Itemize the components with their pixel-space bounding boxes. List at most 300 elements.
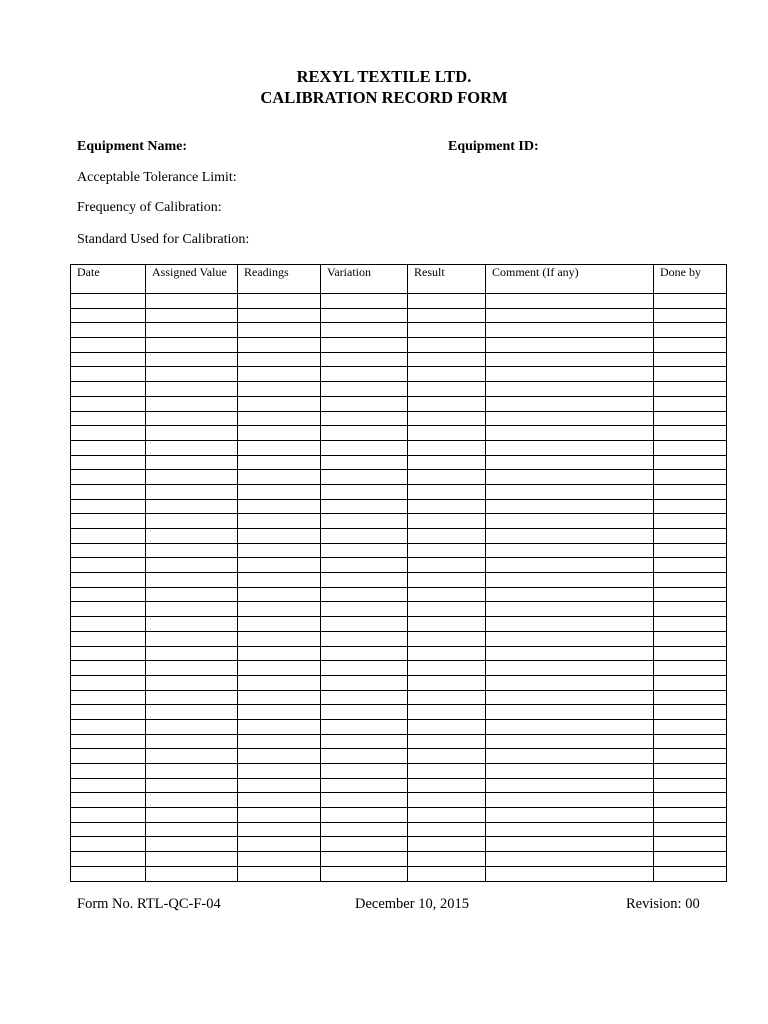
table-cell[interactable] (654, 294, 727, 309)
table-cell[interactable] (238, 558, 321, 573)
table-cell[interactable] (486, 470, 654, 485)
table-cell[interactable] (71, 646, 146, 661)
table-cell[interactable] (654, 734, 727, 749)
table-cell[interactable] (321, 734, 408, 749)
table-cell[interactable] (238, 352, 321, 367)
table-cell[interactable] (238, 587, 321, 602)
table-cell[interactable] (71, 529, 146, 544)
table-cell[interactable] (321, 793, 408, 808)
table-cell[interactable] (71, 837, 146, 852)
table-cell[interactable] (71, 352, 146, 367)
table-cell[interactable] (71, 440, 146, 455)
table-cell[interactable] (408, 631, 486, 646)
table-cell[interactable] (238, 646, 321, 661)
table-cell[interactable] (321, 323, 408, 338)
table-cell[interactable] (321, 587, 408, 602)
table-cell[interactable] (71, 719, 146, 734)
table-cell[interactable] (408, 529, 486, 544)
table-cell[interactable] (71, 690, 146, 705)
table-cell[interactable] (654, 308, 727, 323)
table-cell[interactable] (321, 529, 408, 544)
table-cell[interactable] (408, 866, 486, 881)
table-cell[interactable] (146, 587, 238, 602)
table-cell[interactable] (321, 764, 408, 779)
table-cell[interactable] (408, 602, 486, 617)
table-cell[interactable] (408, 558, 486, 573)
table-cell[interactable] (71, 764, 146, 779)
table-cell[interactable] (486, 631, 654, 646)
table-cell[interactable] (654, 822, 727, 837)
table-cell[interactable] (238, 778, 321, 793)
table-cell[interactable] (486, 543, 654, 558)
table-cell[interactable] (654, 514, 727, 529)
table-cell[interactable] (238, 764, 321, 779)
table-cell[interactable] (408, 690, 486, 705)
table-cell[interactable] (146, 514, 238, 529)
table-cell[interactable] (408, 646, 486, 661)
table-cell[interactable] (654, 382, 727, 397)
table-cell[interactable] (238, 866, 321, 881)
table-cell[interactable] (654, 455, 727, 470)
table-cell[interactable] (408, 382, 486, 397)
table-cell[interactable] (321, 352, 408, 367)
table-cell[interactable] (238, 808, 321, 823)
table-cell[interactable] (654, 396, 727, 411)
table-cell[interactable] (146, 793, 238, 808)
table-cell[interactable] (321, 455, 408, 470)
table-cell[interactable] (408, 543, 486, 558)
table-cell[interactable] (486, 793, 654, 808)
table-cell[interactable] (146, 661, 238, 676)
table-cell[interactable] (321, 778, 408, 793)
table-cell[interactable] (321, 440, 408, 455)
table-cell[interactable] (408, 675, 486, 690)
table-cell[interactable] (408, 470, 486, 485)
table-cell[interactable] (238, 382, 321, 397)
table-cell[interactable] (238, 690, 321, 705)
company-name: REXYL TEXTILE LTD. (296, 67, 472, 86)
table-cell[interactable] (146, 323, 238, 338)
table-cell[interactable] (321, 690, 408, 705)
table-cell[interactable] (654, 352, 727, 367)
table-cell[interactable] (238, 602, 321, 617)
table-cell[interactable] (71, 455, 146, 470)
table-cell[interactable] (321, 749, 408, 764)
table-cell[interactable] (654, 470, 727, 485)
table-cell[interactable] (146, 617, 238, 632)
table-cell[interactable] (146, 646, 238, 661)
table-cell[interactable] (238, 719, 321, 734)
table-cell[interactable] (238, 323, 321, 338)
table-cell[interactable] (71, 573, 146, 588)
table-row (71, 440, 727, 455)
table-cell[interactable] (238, 514, 321, 529)
table-cell[interactable] (146, 602, 238, 617)
table-cell[interactable] (486, 411, 654, 426)
table-cell[interactable] (71, 543, 146, 558)
table-cell[interactable] (146, 822, 238, 837)
table-cell[interactable] (71, 411, 146, 426)
table-cell[interactable] (238, 675, 321, 690)
table-cell[interactable] (408, 426, 486, 441)
table-cell[interactable] (71, 499, 146, 514)
table-cell[interactable] (321, 837, 408, 852)
table-cell[interactable] (654, 587, 727, 602)
table-cell[interactable] (146, 837, 238, 852)
table-cell[interactable] (321, 646, 408, 661)
table-cell[interactable] (486, 426, 654, 441)
table-cell[interactable] (486, 837, 654, 852)
table-row (71, 719, 727, 734)
table-cell[interactable] (654, 543, 727, 558)
table-cell[interactable] (71, 558, 146, 573)
table-cell[interactable] (654, 499, 727, 514)
table-cell[interactable] (486, 719, 654, 734)
table-cell[interactable] (654, 367, 727, 382)
table-cell[interactable] (238, 499, 321, 514)
table-cell[interactable] (238, 396, 321, 411)
table-cell[interactable] (486, 573, 654, 588)
table-cell[interactable] (321, 396, 408, 411)
table-cell[interactable] (486, 675, 654, 690)
table-cell[interactable] (408, 793, 486, 808)
table-cell[interactable] (71, 382, 146, 397)
table-cell[interactable] (408, 617, 486, 632)
table-cell[interactable] (408, 514, 486, 529)
table-cell[interactable] (654, 749, 727, 764)
table-cell[interactable] (321, 675, 408, 690)
table-cell[interactable] (146, 499, 238, 514)
table-cell[interactable] (238, 749, 321, 764)
table-row (71, 587, 727, 602)
table-cell[interactable] (486, 514, 654, 529)
table-cell[interactable] (486, 749, 654, 764)
table-cell[interactable] (146, 529, 238, 544)
table-cell[interactable] (71, 705, 146, 720)
table-cell[interactable] (146, 294, 238, 309)
table-cell[interactable] (238, 338, 321, 353)
table-row (71, 837, 727, 852)
table-cell[interactable] (146, 690, 238, 705)
table-cell[interactable] (146, 631, 238, 646)
table-cell[interactable] (486, 734, 654, 749)
table-cell[interactable] (486, 764, 654, 779)
table-cell[interactable] (654, 323, 727, 338)
table-cell[interactable] (486, 308, 654, 323)
table-cell[interactable] (408, 837, 486, 852)
table-cell[interactable] (238, 734, 321, 749)
column-header-assigned-value: Assigned Value (146, 265, 238, 294)
table-row (71, 822, 727, 837)
table-cell[interactable] (146, 764, 238, 779)
table-cell[interactable] (408, 587, 486, 602)
table-cell[interactable] (654, 705, 727, 720)
table-cell[interactable] (321, 470, 408, 485)
table-cell[interactable] (71, 793, 146, 808)
table-cell[interactable] (238, 426, 321, 441)
table-cell[interactable] (238, 631, 321, 646)
table-cell[interactable] (321, 661, 408, 676)
table-cell[interactable] (71, 323, 146, 338)
table-cell[interactable] (146, 411, 238, 426)
table-cell[interactable] (654, 411, 727, 426)
table-cell[interactable] (146, 543, 238, 558)
table-cell[interactable] (654, 558, 727, 573)
table-cell[interactable] (146, 440, 238, 455)
table-cell[interactable] (71, 602, 146, 617)
table-cell[interactable] (321, 426, 408, 441)
table-cell[interactable] (71, 749, 146, 764)
table-cell[interactable] (654, 440, 727, 455)
table-cell[interactable] (146, 308, 238, 323)
table-cell[interactable] (486, 587, 654, 602)
table-cell[interactable] (238, 367, 321, 382)
table-cell[interactable] (321, 499, 408, 514)
table-cell[interactable] (146, 352, 238, 367)
table-cell[interactable] (408, 367, 486, 382)
column-header-date: Date (71, 265, 146, 294)
table-cell[interactable] (321, 719, 408, 734)
table-cell[interactable] (486, 529, 654, 544)
table-cell[interactable] (71, 866, 146, 881)
table-cell[interactable] (486, 705, 654, 720)
table-cell[interactable] (486, 499, 654, 514)
table-row (71, 749, 727, 764)
table-cell[interactable] (71, 484, 146, 499)
table-cell[interactable] (654, 631, 727, 646)
table-cell[interactable] (654, 602, 727, 617)
table-cell[interactable] (408, 440, 486, 455)
table-cell[interactable] (71, 631, 146, 646)
table-cell[interactable] (654, 793, 727, 808)
table-row (71, 529, 727, 544)
table-cell[interactable] (238, 852, 321, 867)
table-cell[interactable] (486, 617, 654, 632)
table-cell[interactable] (146, 866, 238, 881)
column-header-done-by: Done by (654, 265, 727, 294)
table-cell[interactable] (146, 484, 238, 499)
table-cell[interactable] (321, 558, 408, 573)
table-cell[interactable] (408, 499, 486, 514)
table-cell[interactable] (654, 719, 727, 734)
table-cell[interactable] (321, 573, 408, 588)
table-cell[interactable] (321, 543, 408, 558)
table-cell[interactable] (238, 837, 321, 852)
table-cell[interactable] (146, 426, 238, 441)
table-cell[interactable] (654, 808, 727, 823)
table-cell[interactable] (146, 382, 238, 397)
table-cell[interactable] (146, 470, 238, 485)
table-cell[interactable] (238, 455, 321, 470)
tolerance-limit-label: Acceptable Tolerance Limit: (77, 170, 237, 185)
table-row (71, 455, 727, 470)
table-cell[interactable] (321, 602, 408, 617)
table-cell[interactable] (486, 367, 654, 382)
table-cell[interactable] (238, 822, 321, 837)
table-cell[interactable] (146, 778, 238, 793)
table-cell[interactable] (486, 455, 654, 470)
table-cell[interactable] (486, 602, 654, 617)
table-cell[interactable] (654, 426, 727, 441)
table-cell[interactable] (71, 778, 146, 793)
table-cell[interactable] (408, 338, 486, 353)
table-cell[interactable] (321, 631, 408, 646)
table-cell[interactable] (654, 646, 727, 661)
table-row (71, 426, 727, 441)
table-cell[interactable] (321, 808, 408, 823)
table-cell[interactable] (71, 852, 146, 867)
table-cell[interactable] (408, 852, 486, 867)
table-cell[interactable] (654, 764, 727, 779)
table-cell[interactable] (486, 440, 654, 455)
table-cell[interactable] (71, 661, 146, 676)
table-cell[interactable] (486, 338, 654, 353)
table-cell[interactable] (321, 617, 408, 632)
table-row (71, 631, 727, 646)
table-cell[interactable] (238, 484, 321, 499)
table-cell[interactable] (321, 705, 408, 720)
table-cell[interactable] (408, 705, 486, 720)
table-cell[interactable] (238, 793, 321, 808)
table-cell[interactable] (71, 426, 146, 441)
table-cell[interactable] (321, 294, 408, 309)
table-cell[interactable] (321, 866, 408, 881)
table-cell[interactable] (486, 852, 654, 867)
table-cell[interactable] (654, 338, 727, 353)
table-cell[interactable] (71, 808, 146, 823)
column-header-result: Result (408, 265, 486, 294)
table-cell[interactable] (146, 852, 238, 867)
table-cell[interactable] (654, 484, 727, 499)
table-cell[interactable] (486, 558, 654, 573)
table-row (71, 778, 727, 793)
table-cell[interactable] (321, 367, 408, 382)
table-cell[interactable] (71, 734, 146, 749)
table-cell[interactable] (486, 822, 654, 837)
table-cell[interactable] (146, 558, 238, 573)
table-cell[interactable] (146, 749, 238, 764)
table-cell[interactable] (408, 294, 486, 309)
table-cell[interactable] (146, 808, 238, 823)
table-cell[interactable] (238, 617, 321, 632)
table-cell[interactable] (486, 661, 654, 676)
table-cell[interactable] (408, 749, 486, 764)
table-cell[interactable] (654, 573, 727, 588)
table-cell[interactable] (654, 661, 727, 676)
table-cell[interactable] (654, 778, 727, 793)
table-cell[interactable] (654, 675, 727, 690)
table-cell[interactable] (408, 455, 486, 470)
table-cell[interactable] (408, 484, 486, 499)
table-row (71, 323, 727, 338)
table-cell[interactable] (486, 646, 654, 661)
table-cell[interactable] (321, 411, 408, 426)
table-cell[interactable] (71, 294, 146, 309)
table-cell[interactable] (408, 778, 486, 793)
table-cell[interactable] (238, 440, 321, 455)
table-cell[interactable] (238, 543, 321, 558)
table-cell[interactable] (321, 852, 408, 867)
table-cell[interactable] (238, 661, 321, 676)
table-cell[interactable] (408, 719, 486, 734)
table-cell[interactable] (486, 382, 654, 397)
table-cell[interactable] (321, 514, 408, 529)
table-cell[interactable] (238, 705, 321, 720)
table-cell[interactable] (654, 529, 727, 544)
table-cell[interactable] (71, 338, 146, 353)
table-cell[interactable] (486, 396, 654, 411)
table-cell[interactable] (321, 308, 408, 323)
table-cell[interactable] (146, 719, 238, 734)
table-cell[interactable] (146, 338, 238, 353)
table-cell[interactable] (238, 470, 321, 485)
table-cell[interactable] (408, 734, 486, 749)
table-cell[interactable] (238, 294, 321, 309)
table-cell[interactable] (408, 808, 486, 823)
table-cell[interactable] (71, 470, 146, 485)
table-cell[interactable] (71, 308, 146, 323)
table-row (71, 514, 727, 529)
table-cell[interactable] (71, 587, 146, 602)
table-cell[interactable] (71, 675, 146, 690)
table-body (71, 294, 727, 882)
table-cell[interactable] (486, 484, 654, 499)
table-cell[interactable] (408, 411, 486, 426)
table-cell[interactable] (146, 573, 238, 588)
table-cell[interactable] (408, 661, 486, 676)
table-cell[interactable] (146, 396, 238, 411)
table-cell[interactable] (486, 294, 654, 309)
table-cell[interactable] (486, 778, 654, 793)
table-cell[interactable] (321, 822, 408, 837)
table-cell[interactable] (408, 396, 486, 411)
table-cell[interactable] (408, 764, 486, 779)
table-cell[interactable] (408, 323, 486, 338)
table-cell[interactable] (321, 382, 408, 397)
table-cell[interactable] (146, 734, 238, 749)
table-cell[interactable] (146, 675, 238, 690)
table-cell[interactable] (238, 573, 321, 588)
table-cell[interactable] (654, 852, 727, 867)
table-cell[interactable] (71, 396, 146, 411)
table-cell[interactable] (321, 338, 408, 353)
table-cell[interactable] (654, 617, 727, 632)
table-cell[interactable] (71, 617, 146, 632)
table-cell[interactable] (238, 529, 321, 544)
table-cell[interactable] (486, 690, 654, 705)
table-cell[interactable] (321, 484, 408, 499)
table-cell[interactable] (486, 352, 654, 367)
table-cell[interactable] (654, 866, 727, 881)
table-cell[interactable] (71, 367, 146, 382)
table-cell[interactable] (146, 705, 238, 720)
table-cell[interactable] (408, 573, 486, 588)
table-cell[interactable] (146, 455, 238, 470)
table-cell[interactable] (486, 866, 654, 881)
table-cell[interactable] (654, 690, 727, 705)
table-cell[interactable] (146, 367, 238, 382)
table-cell[interactable] (71, 514, 146, 529)
table-cell[interactable] (486, 323, 654, 338)
table-cell[interactable] (71, 822, 146, 837)
table-cell[interactable] (238, 308, 321, 323)
table-cell[interactable] (408, 822, 486, 837)
table-cell[interactable] (238, 411, 321, 426)
table-cell[interactable] (486, 808, 654, 823)
table-cell[interactable] (408, 308, 486, 323)
table-cell[interactable] (654, 837, 727, 852)
table-cell[interactable] (408, 352, 486, 367)
